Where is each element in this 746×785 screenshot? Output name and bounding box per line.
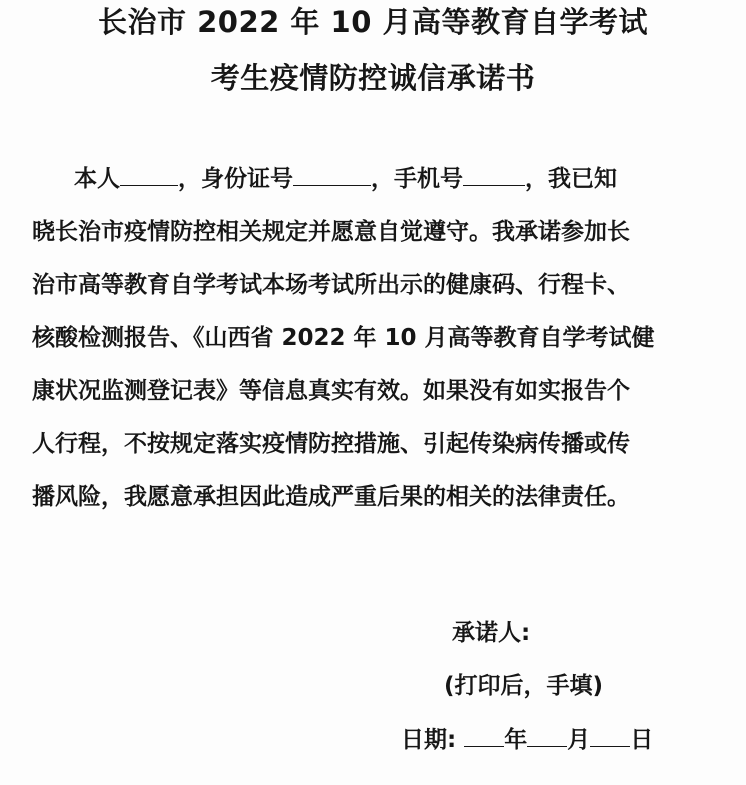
date-label: 日期: — [401, 727, 457, 753]
phone-blank — [463, 163, 525, 186]
pledge-line-1 — [32, 153, 722, 206]
day-label: 日 — [630, 727, 654, 753]
pledge-line-5: 康状况监测登记表》等信息真实有效。如果没有如实报告个 — [32, 378, 630, 404]
name-blank — [120, 163, 178, 186]
pledge-body — [32, 153, 722, 524]
id-label: ，身份证号 — [178, 166, 293, 192]
signer-label: 承诺人: — [452, 620, 531, 646]
pledge-line-4: 核酸检测报告、《山西省 2022 年 10 月高等教育自学考试健 — [32, 325, 655, 351]
signature-note: (打印后，手填) — [444, 673, 604, 699]
month-label: 月 — [567, 727, 591, 753]
year-label: 年 — [504, 727, 528, 753]
name-label: 本人 — [74, 166, 120, 192]
phone-label: ，手机号 — [371, 166, 463, 192]
pledge-line-2: 晓长治市疫情防控相关规定并愿意自觉遵守。我承诺参加长 — [32, 219, 630, 245]
document-title-line1: 长治市 2022 年 10 月高等教育自学考试 — [98, 5, 648, 39]
day-blank — [590, 722, 630, 747]
pledge-line-7: 播风险，我愿意承担因此造成严重后果的相关的法律责任。 — [32, 484, 630, 510]
id-number-blank — [293, 163, 371, 186]
date-line — [401, 722, 653, 755]
pledge-line-6: 人行程，不按规定落实疫情防控措施、引起传染病传播或传 — [32, 431, 630, 457]
document-title-line2: 考生疫情防控诚信承诺书 — [210, 61, 536, 95]
pledge-line-3: 治市高等教育自学考试本场考试所出示的健康码、行程卡、 — [32, 272, 630, 298]
month-blank — [527, 722, 567, 747]
year-blank — [464, 722, 504, 747]
pledge-line-1-tail: ，我已知 — [525, 166, 617, 192]
